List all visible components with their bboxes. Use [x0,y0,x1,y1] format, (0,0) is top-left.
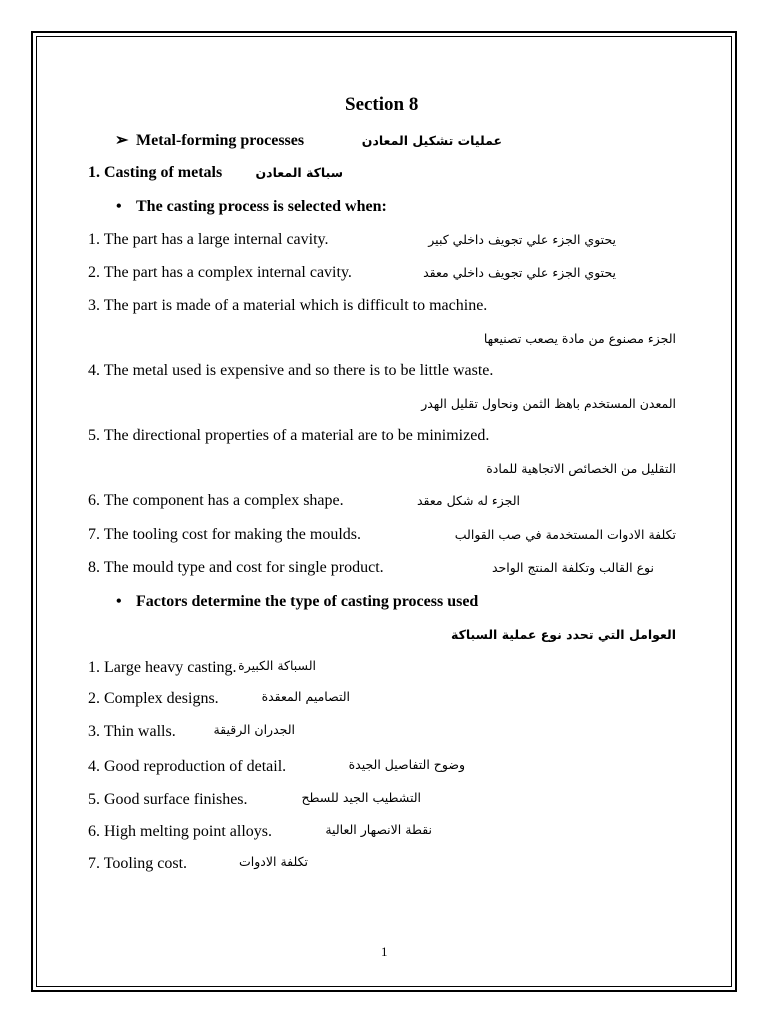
list2-item-1-ar: السباكة الكبيرة [238,658,316,673]
list1-bullet: • [116,198,122,215]
list1-item-1-ar: يحتوي الجزء علي تجويف داخلي كبير [428,232,616,247]
list2-bullet: • [116,593,122,610]
list2-item-4-en: 4. Good reproduction of detail. [88,758,287,775]
list2-title: Factors determine the type of casting process used [136,593,479,610]
list1-item-8-ar: نوع القالب وتكلفة المنتج الواحد [492,560,654,575]
list1-item-4-en: 4. The metal used is expensive and so there is to be little waste. [88,362,494,379]
list1-item-7-ar: تكلفة الادوات المستخدمة في صب القوالب [454,527,676,542]
heading-ar: عمليات تشكيل المعادن [361,133,502,148]
list1-item-6-ar: الجزء له شكل معقد [416,493,520,508]
list2-item-5-en: 5. Good surface finishes. [88,791,248,808]
list2-title-ar: العوامل التي تحدد نوع عملية السباكة [451,627,676,642]
list1-item-3-ar: الجزء مصنوع من مادة يصعب تصنيعها [483,331,676,346]
list2-item-2-ar: التصاميم المعقدة [261,689,350,704]
list1-item-4-ar: المعدن المستخدم باهظ الثمن ونحاول تقليل الهدر [421,396,676,411]
heading-en: Metal-forming processes [136,132,305,149]
subheading-ar: سباكة المعادن [255,165,343,180]
list1-item-5-en: 5. The directional properties of a material are to be minimized. [88,427,490,444]
list1-item-2-ar: يحتوي الجزء علي تجويف داخلي معقد [423,265,616,280]
list2-item-1-en: 1. Large heavy casting. [88,659,237,676]
list2-item-6-ar: نقطة الانصهار العالية [325,822,432,837]
subheading-en: 1. Casting of metals [88,164,223,181]
list1-title: The casting process is selected when: [136,198,387,215]
list2-item-3-ar: الجدران الرقيقة [213,722,295,737]
list2-item-5-ar: التشطيب الجيد للسطح [301,790,421,805]
list2-item-4-ar: وضوح التفاصيل الجيدة [348,757,465,772]
list2-item-3-en: 3. Thin walls. [88,723,176,740]
list1-item-6-en: 6. The component has a complex shape. [88,492,344,509]
list1-item-7-en: 7. The tooling cost for making the moulds. [88,526,362,543]
list1-item-3-en: 3. The part is made of a material which is difficult to machine. [88,297,488,314]
list1-item-8-en: 8. The mould type and cost for single product. [88,559,384,576]
list2-item-2-en: 2. Complex designs. [88,690,219,707]
section-title: Section 8 [345,94,419,115]
list1-item-2-en: 2. The part has a complex internal cavity. [88,264,352,281]
list1-item-1-en: 1. The part has a large internal cavity. [88,231,329,248]
list2-item-6-en: 6. High melting point alloys. [88,823,272,840]
list1-item-5-ar: التقليل من الخصائص الاتجاهية للمادة [486,461,676,476]
list2-item-7-en: 7. Tooling cost. [88,855,188,872]
heading-bullet: ➢ [115,132,129,149]
list2-item-7-ar: تكلفة الادوات [239,854,308,869]
page-number: 1 [381,944,388,959]
